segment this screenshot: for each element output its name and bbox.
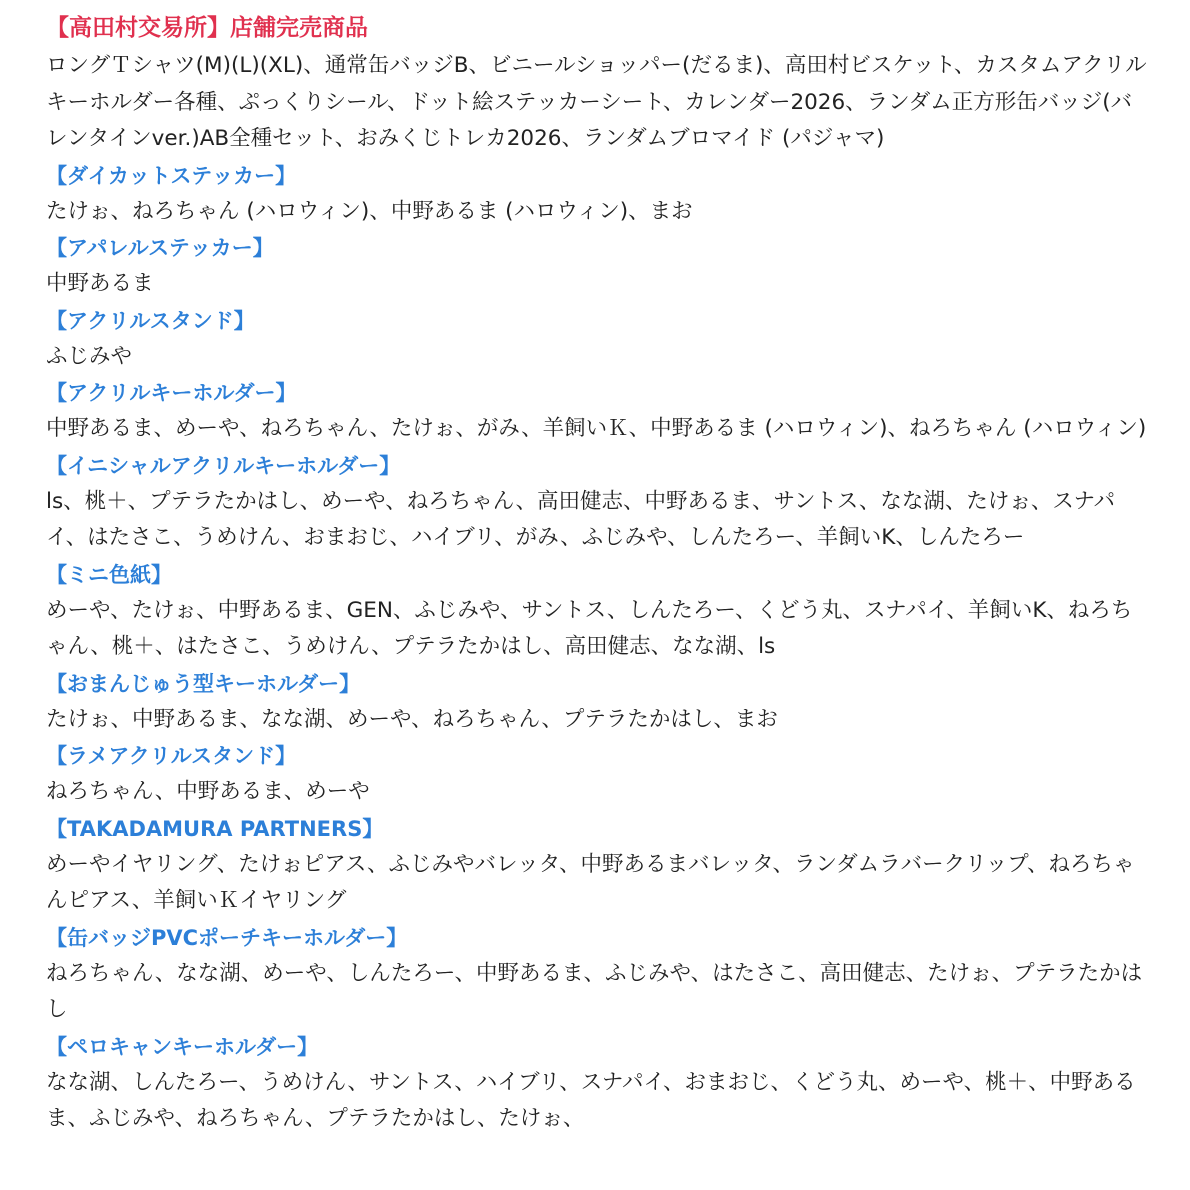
section-heading: 【TAKADAMURA PARTNERS】 bbox=[46, 816, 384, 841]
section-items: 中野あるま、めーや、ねろちゃん、たけぉ、がみ、羊飼いＫ、中野あるま (ハロウィン)、ねろちゃん (ハロウィン) bbox=[46, 416, 1147, 441]
section-heading: 【缶バッジPVCポーチキーホルダー】 bbox=[46, 925, 408, 950]
section-items: ねろちゃん、なな湖、めーや、しんたろー、中野あるま、ふじみや、はたさこ、高田健志、たけぉ、プテラたかはし bbox=[46, 960, 1143, 1022]
section-heading: 【アクリルスタンド】 bbox=[46, 308, 255, 333]
section-takadamura-partners bbox=[46, 811, 1150, 920]
section-initial-acrylic-keyholder bbox=[46, 448, 1150, 557]
section-heading: 【ダイカットステッカー】 bbox=[46, 163, 297, 188]
section-heading: 【ペロキャンキーホルダー】 bbox=[46, 1034, 319, 1059]
section-die-cut-sticker bbox=[46, 158, 1150, 231]
section-heading: 【ラメアクリルスタンド】 bbox=[46, 744, 297, 768]
section-items: たけぉ、ねろちゃん (ハロウィン)、中野あるま (ハロウィン)、まお bbox=[46, 198, 693, 224]
section-mini-shikishi bbox=[46, 557, 1150, 666]
section-acrylic-stand bbox=[46, 303, 1150, 376]
section-badge-pvc-pouch bbox=[46, 920, 1150, 1029]
section-heading: 【アパレルステッカー】 bbox=[46, 236, 274, 260]
intro-text: ロングＴシャツ(M)(L)(XL)、通常缶バッジB、ビニールショッパー(だるま)、高田村ビスケット、カスタムアクリルキーホルダー各種、ぷっくりシール、ドット絵ステッカーシート、カレンダー2026、ランダム正方形缶バッジ(バレンタインver.)AB全種セット、おみくじトレカ2026、ランダムブロマイド (パジャマ) bbox=[46, 53, 1147, 151]
section-manju-keyholder bbox=[46, 666, 1150, 739]
section-items: たけぉ、中野あるま、なな湖、めーや、ねろちゃん、プテラたかはし、まお bbox=[46, 706, 778, 732]
section-heading: 【アクリルキーホルダー】 bbox=[46, 381, 297, 405]
section-items: ふじみや bbox=[46, 343, 133, 369]
section-heading: 【おまんじゅう型キーホルダー】 bbox=[46, 671, 361, 696]
section-glitter-acrylic-stand bbox=[46, 738, 1150, 811]
section-acrylic-keyholder bbox=[46, 375, 1150, 448]
section-lollipop-keyholder bbox=[46, 1029, 1150, 1138]
section-apparel-sticker bbox=[46, 230, 1150, 303]
section-items: めーや、たけぉ、中野あるま、GEN、ふじみや、サントス、しんたろー、くどう丸、スナパイ、羊飼いK、ねろちゃん、桃＋、はたさこ、うめけん、プテラたかはし、高田健志、なな湖、ls bbox=[46, 597, 1133, 659]
section-heading: 【イニシャルアクリルキーホルダー】 bbox=[46, 453, 401, 478]
section-heading: 【ミニ色紙】 bbox=[46, 562, 172, 587]
page-title: 【高田村交易所】店舗完売商品 bbox=[46, 15, 368, 41]
section-items: めーやイヤリング、たけぉピアス、ふじみやバレッタ、中野あるまバレッタ、ランダムラバークリップ、ねろちゃんピアス、羊飼いＫイヤリング bbox=[46, 851, 1135, 913]
section-items: ls、桃＋、プテラたかはし、めーや、ねろちゃん、高田健志、中野あるま、サントス、なな湖、たけぉ、スナパイ、はたさこ、うめけん、おまおじ、ハイブリ、がみ、ふじみや、しんたろー、羊飼いK、しんたろー bbox=[46, 488, 1116, 550]
section-items: ねろちゃん、中野あるま、めーや bbox=[46, 779, 370, 804]
section-items: 中野あるま bbox=[46, 271, 154, 296]
section-items: なな湖、しんたろー、うめけん、サントス、ハイブリ、スナパイ、おまおじ、くどう丸、めーや、桃＋、中野あるま、ふじみや、ねろちゃん、プテラたかはし、たけぉ、 bbox=[46, 1069, 1136, 1131]
document bbox=[46, 8, 1150, 1138]
